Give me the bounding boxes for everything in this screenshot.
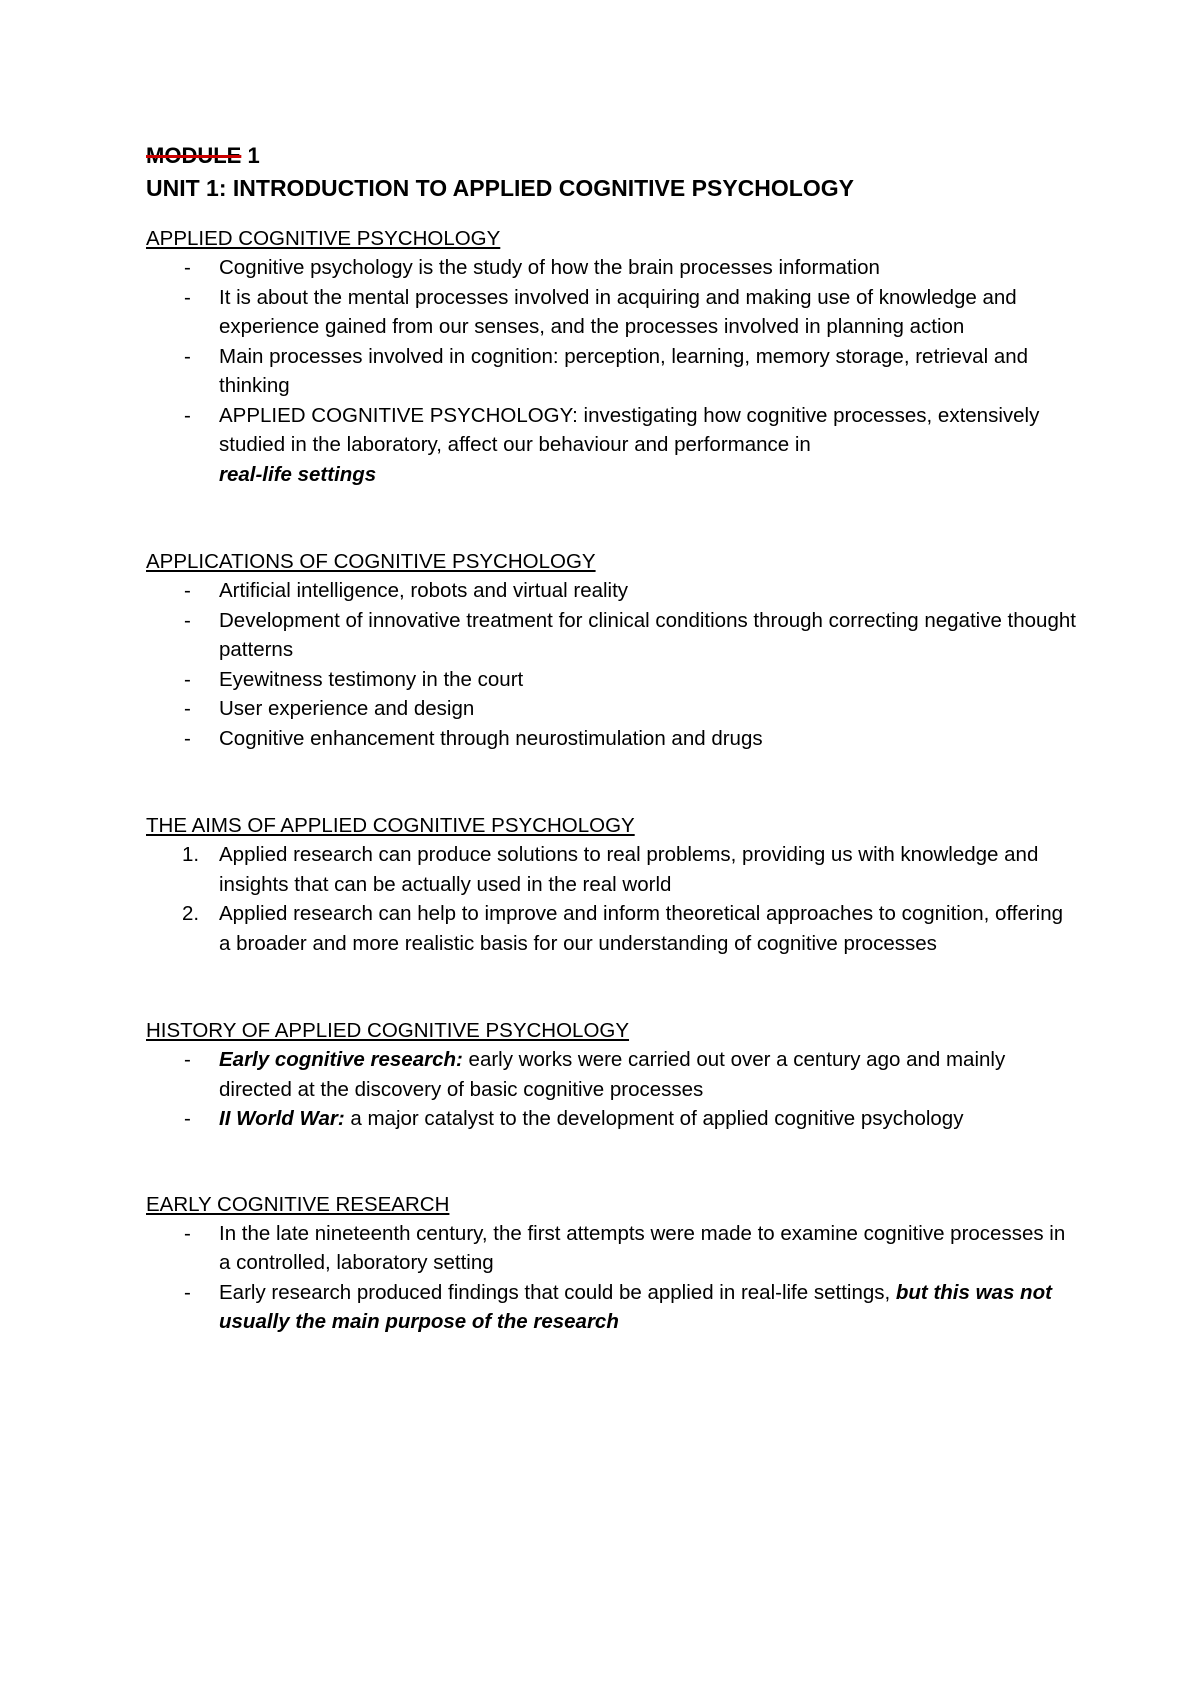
item-lead: Early cognitive research: — [219, 1048, 463, 1071]
module-label — [146, 140, 1076, 172]
dash-marker: - — [184, 1048, 191, 1071]
aims-list — [146, 840, 1076, 958]
number-marker: 1. — [182, 843, 200, 866]
document-page — [146, 140, 1076, 1337]
applied-list — [146, 253, 1076, 489]
module-word-struck: MODULE — [146, 143, 242, 168]
section-heading-history: HISTORY OF APPLIED COGNITIVE PSYCHOLOGY — [146, 1019, 630, 1042]
dash-marker: - — [184, 697, 191, 720]
section-heading-aims: THE AIMS OF APPLIED COGNITIVE PSYCHOLOGY — [146, 814, 635, 837]
applications-list — [146, 576, 1076, 753]
unit-title: UNIT 1: INTRODUCTION TO APPLIED COGNITIVE PSYCHOLOGY — [146, 175, 854, 201]
dash-marker: - — [184, 285, 191, 309]
item-lead: II World War: — [219, 1107, 345, 1130]
list-item: - User experience and design — [146, 694, 1076, 724]
dash-marker: - — [184, 608, 191, 632]
list-item: - It is about the mental processes involved in acquiring and making use of knowledge and experience gained from our senses, and the processes involved in planning action — [146, 283, 1076, 342]
list-item: - Early research produced findings that could be applied in real-life settings, but this was not usually the main purpose of the research — [146, 1278, 1076, 1337]
dash-marker: - — [184, 726, 191, 750]
dash-marker: - — [184, 256, 191, 279]
dash-marker: - — [184, 1221, 191, 1245]
section-heading-early: EARLY COGNITIVE RESEARCH — [146, 1192, 450, 1216]
module-number: 1 — [241, 143, 260, 168]
list-item: - In the late nineteenth century, the first attempts were made to examine cognitive processes in a controlled, laboratory setting — [146, 1219, 1076, 1278]
list-item: 2. Applied research can help to improve and inform theoretical approaches to cognition, offering a broader and more realistic basis for our understanding of cognitive processes — [146, 899, 1076, 958]
section-heading-applications: APPLICATIONS OF COGNITIVE PSYCHOLOGY — [146, 550, 596, 573]
list-item: 1. Applied research can produce solutions to real problems, providing us with knowledge and insights that can be actually used in the real world — [146, 840, 1076, 899]
dash-marker: - — [184, 1107, 191, 1130]
list-item: - Development of innovative treatment for clinical conditions through correcting negative thought patterns — [146, 606, 1076, 665]
history-list — [146, 1045, 1076, 1134]
emphasis-text: real-life settings — [219, 462, 377, 486]
list-item: - APPLIED COGNITIVE PSYCHOLOGY: investigating how cognitive processes, extensively studied in the laboratory, affect our behaviour and performance in real-life settings — [146, 401, 1076, 490]
list-item: - Early cognitive research: early works were carried out over a century ago and mainly directed at the discovery of basic cognitive processes — [146, 1045, 1076, 1104]
list-item: - Cognitive enhancement through neurostimulation and drugs — [146, 724, 1076, 754]
dash-marker: - — [184, 579, 191, 602]
list-item: - II World War: a major catalyst to the development of applied cognitive psychology — [146, 1104, 1076, 1134]
section-heading-applied: APPLIED COGNITIVE PSYCHOLOGY — [146, 227, 501, 250]
number-marker: 2. — [182, 902, 200, 925]
list-item: - Artificial intelligence, robots and virtual reality — [146, 576, 1076, 606]
emphasis-text: but this was not usually the main purpose of the research — [219, 1280, 1052, 1333]
early-list — [146, 1219, 1076, 1337]
list-item: - Cognitive psychology is the study of how the brain processes information — [146, 253, 1076, 283]
dash-marker: - — [184, 403, 191, 427]
list-item: - Main processes involved in cognition: perception, learning, memory storage, retrieval and thinking — [146, 342, 1076, 401]
list-item: - Eyewitness testimony in the court — [146, 665, 1076, 695]
dash-marker: - — [184, 1280, 191, 1304]
dash-marker: - — [184, 667, 191, 691]
dash-marker: - — [184, 344, 191, 368]
